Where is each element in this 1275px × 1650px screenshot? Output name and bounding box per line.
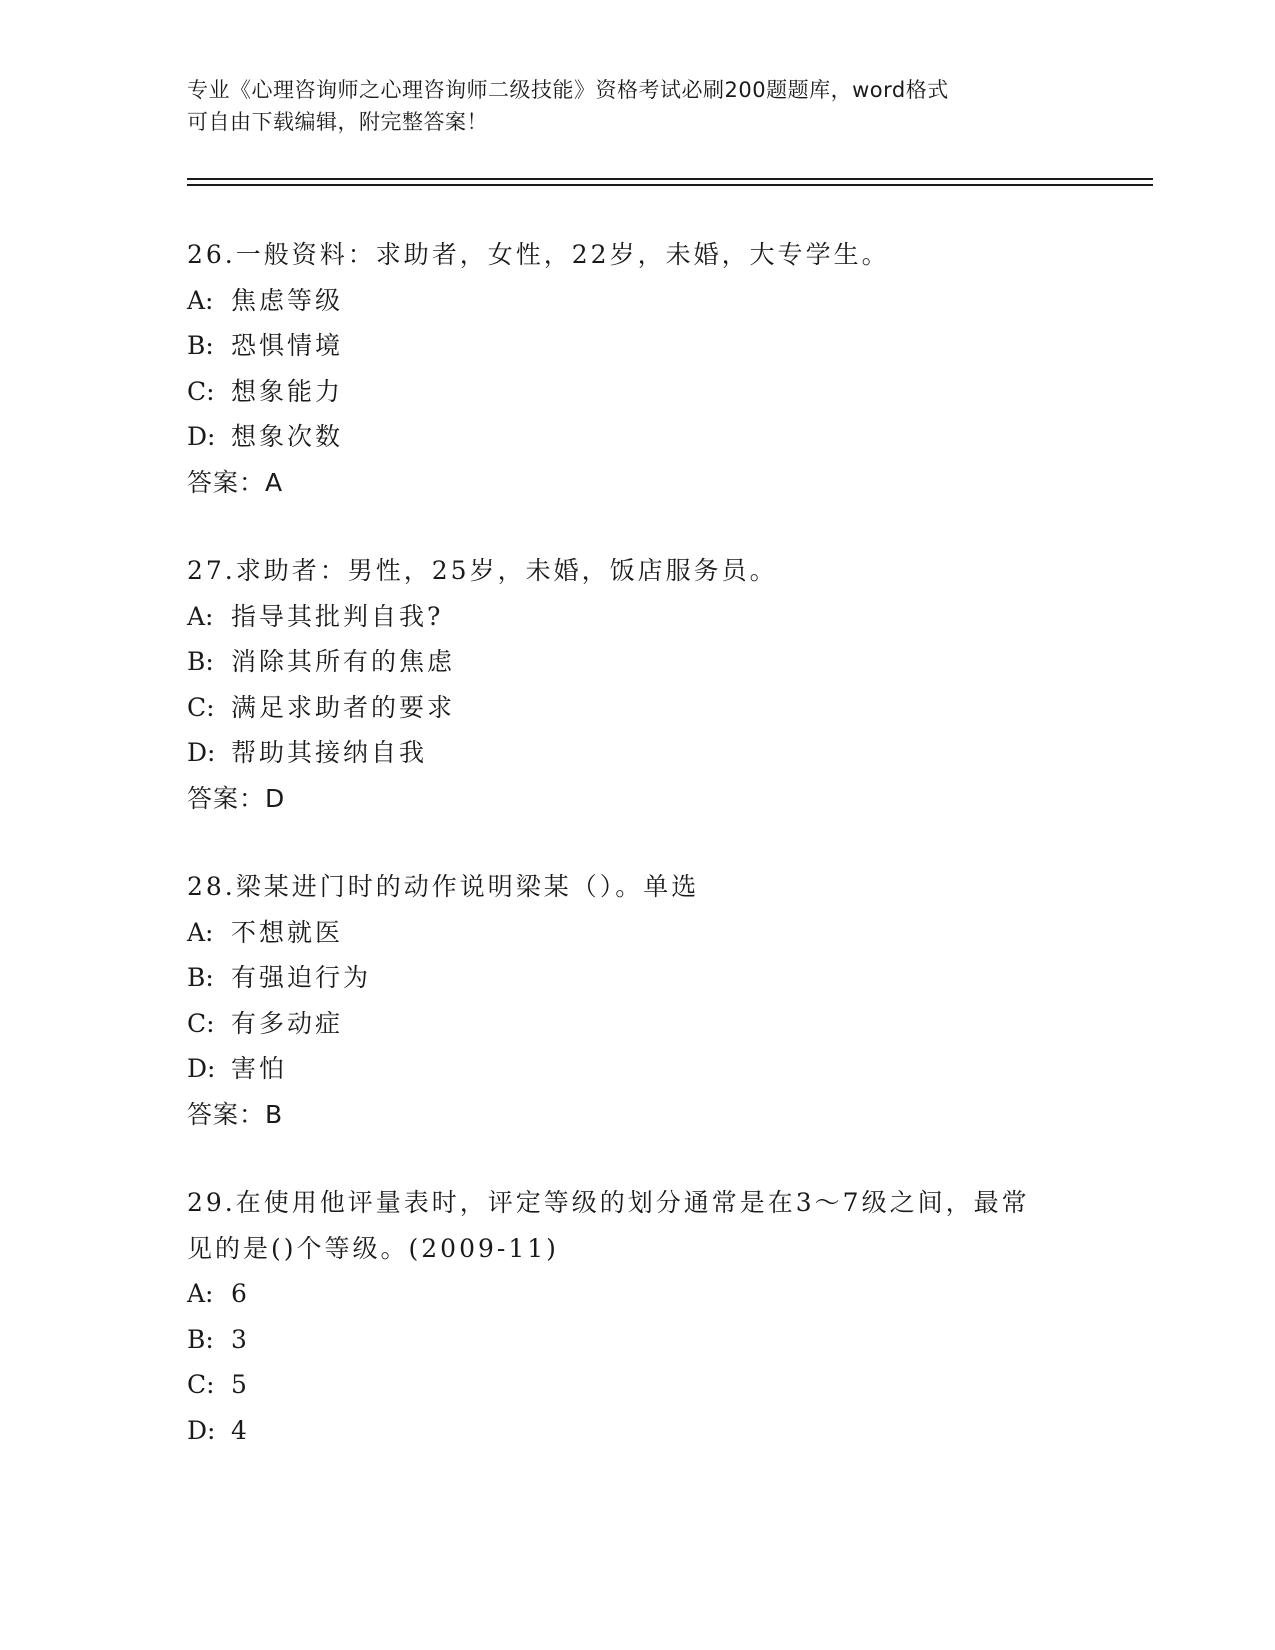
option-d [187,1408,1087,1454]
option-text: 恐惧情境 [231,331,344,360]
question-list [187,232,1087,1496]
option-text: 有强迫行为 [231,963,372,992]
answer-line: 答案：A [187,467,284,497]
option-d [187,730,1087,776]
option-b [187,1317,1087,1363]
option-key: D: [187,1415,216,1445]
question-text: 28.梁某进门时的动作说明梁某（）。单选 [187,872,700,901]
question-26 [187,232,1087,505]
option-c [187,369,1087,415]
option-key: D: [187,1054,216,1083]
question-text-line-2: 见的是()个等级。(2009-11) [187,1233,559,1263]
answer-line: 答案：D [187,783,286,813]
option-key: A: [187,917,214,947]
question-28 [187,864,1087,1137]
option-c [187,1001,1087,1047]
question-29 [187,1180,1087,1453]
option-text: 5 [231,1370,250,1399]
option-a [187,1271,1087,1317]
option-key: A: [187,601,214,631]
option-text: 有多动症 [231,1008,344,1038]
option-c [187,685,1087,731]
option-key: B: [187,1324,214,1354]
option-text: 不想就医 [231,917,344,947]
option-d [187,1046,1087,1092]
option-text: 满足求助者的要求 [231,692,456,722]
option-b [187,955,1087,1001]
option-key: B: [187,647,214,676]
answer-line: 答案：B [187,1099,284,1129]
option-text: 帮助其接纳自我 [231,738,428,767]
option-a [187,278,1087,324]
option-key: C: [187,1008,215,1038]
option-key: A: [187,1279,214,1308]
option-a [187,594,1087,640]
option-key: D: [187,422,216,451]
option-key: C: [187,692,215,722]
question-27 [187,548,1087,821]
option-key: D: [187,738,216,767]
option-c [187,1362,1087,1408]
option-text: 4 [231,1415,250,1445]
option-key: B: [187,331,214,360]
option-b [187,639,1087,685]
option-text: 3 [231,1324,250,1354]
option-key: A: [187,285,214,315]
header-title-line-1: 专业《心理咨询师之心理咨询师二级技能》资格考试必刷200题题库，word格式 [187,78,949,102]
question-text-line-1: 29.在使用他评量表时，评定等级的划分通常是在3～7级之间，最常 [187,1188,1030,1217]
option-d [187,414,1087,460]
question-text: 26.一般资料：求助者，女性，22岁，未婚，大专学生。 [187,240,890,269]
option-text: 焦虑等级 [231,285,344,315]
option-text: 害怕 [231,1054,288,1083]
option-a [187,910,1087,956]
option-text: 消除其所有的焦虑 [231,647,456,676]
header-divider-bottom [187,184,1153,186]
header-divider-top [187,178,1153,180]
document-header [187,74,1087,138]
option-text: 指导其批判自我? [231,601,444,631]
option-text: 想象次数 [231,422,344,451]
option-key: B: [187,963,214,992]
option-key: C: [187,376,215,406]
header-title-line-2: 可自由下载编辑，附完整答案！ [187,110,488,134]
option-key: C: [187,1370,215,1399]
option-text: 想象能力 [231,376,344,406]
question-text: 27.求助者：男性，25岁，未婚，饭店服务员。 [187,556,778,585]
option-b [187,323,1087,369]
option-text: 6 [231,1279,250,1308]
